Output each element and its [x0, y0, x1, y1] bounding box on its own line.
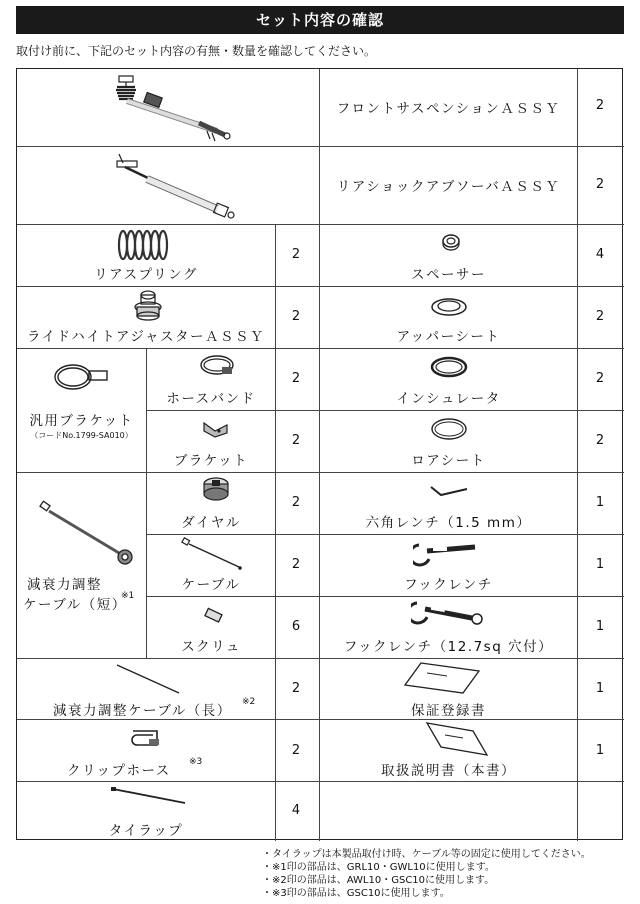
clip-hose-note-mark: ※3 [189, 757, 203, 767]
cable-group-label-line2: ケーブル（短） [23, 597, 127, 613]
manual-label: 取扱説明書（本書） [381, 763, 516, 779]
hook-wrench-with-hole-qty: 1 [595, 619, 605, 634]
hex-wrench-icon [427, 483, 471, 503]
hook-wrench-with-hole-label: フックレンチ（12.7sq 穴付） [343, 639, 554, 655]
damping-cable-long-icon [113, 661, 183, 697]
upper-seat-icon [429, 295, 469, 319]
cable-group-label-line1: 減衰力調整 [27, 577, 102, 593]
insulator-qty: 2 [595, 371, 605, 386]
note-mark-1: ・※1印の部品は、GRL10・GWL10に使用します。 [262, 862, 495, 873]
hose-band-label: ホースバンド [166, 391, 256, 407]
ride-height-adjuster-qty: 2 [291, 309, 301, 324]
front-suspension-qty: 2 [595, 98, 605, 113]
note-mark-2: ・※2印の部品は、AWL10・GSC10に使用します。 [262, 875, 495, 886]
bracket-qty: 2 [291, 433, 301, 448]
row-divider [17, 224, 624, 225]
intro-text: 取付け前に、下記のセット内容の有無・数量を確認してください。 [16, 44, 377, 58]
rear-spring-qty: 2 [291, 247, 301, 262]
col-divider [577, 69, 578, 841]
row-divider [17, 286, 624, 287]
hook-wrench-icon [413, 537, 483, 567]
cable-label: ケーブル [181, 577, 241, 593]
row-divider [17, 472, 624, 473]
rear-spring-label: リアスプリング [94, 267, 198, 283]
tie-wrap-qty: 4 [291, 803, 301, 818]
cable-long-qty: 2 [291, 681, 301, 696]
row-divider [146, 596, 624, 597]
warranty-label: 保証登録書 [411, 703, 486, 719]
note-mark-3: ・※3印の部品は、GSC10に使用します。 [262, 888, 450, 899]
spacer-icon [441, 233, 461, 251]
warranty-qty: 1 [595, 681, 605, 696]
hose-band-qty: 2 [291, 371, 301, 386]
ride-height-adjuster-icon [133, 289, 163, 323]
hook-wrench-with-hole-icon [411, 597, 485, 631]
manual-qty: 1 [595, 743, 605, 758]
hose-band-bracket-icon [51, 359, 111, 393]
contents-table [16, 68, 623, 840]
lower-seat-label: ロアシート [411, 453, 486, 469]
dial-qty: 2 [291, 495, 301, 510]
clip-hose-icon [129, 727, 163, 749]
row-divider [17, 348, 624, 349]
screw-label: スクリュ [181, 639, 241, 655]
rear-absorber-qty: 2 [595, 177, 605, 192]
warranty-card-icon [403, 661, 483, 695]
ride-height-adjuster-label: ライドハイトアジャスターＡＳＳＹ [26, 329, 266, 345]
clip-hose-label: クリップホース [67, 763, 171, 779]
spacer-label: スペーサー [411, 267, 486, 283]
upper-seat-qty: 2 [595, 309, 605, 324]
upper-seat-label: アッパーシート [396, 329, 501, 345]
damping-cable-short-icon [37, 499, 137, 569]
cable-long-label: 減衰力調整ケーブル（長） [53, 703, 232, 719]
cable-long-note-mark: ※2 [242, 697, 256, 707]
hook-wrench-label: フックレンチ [404, 577, 493, 593]
bracket-group-label: 汎用ブラケット [29, 413, 134, 429]
tie-wrap-label: タイラップ [108, 823, 184, 839]
front-suspension-label: フロントサスペンションＡＳＳＹ [336, 101, 561, 117]
dial-icon [199, 475, 233, 505]
cable-icon [181, 537, 245, 573]
rear-absorber-label: リアショックアブソーバＡＳＳＹ [336, 179, 561, 195]
lower-seat-icon [429, 416, 469, 442]
rear-absorber-icon [107, 151, 237, 221]
insulator-icon [429, 355, 469, 379]
page-title: セット内容の確認 [16, 6, 624, 34]
bracket-group-code: （コードNo.1799-SA010） [30, 431, 133, 440]
bracket-label: ブラケット [173, 453, 249, 469]
row-divider [17, 781, 624, 782]
hose-band-icon [197, 353, 237, 377]
hex-wrench-label: 六角レンチ（1.5 mm） [365, 515, 532, 531]
instruction-manual-icon [415, 721, 491, 757]
hook-wrench-qty: 1 [595, 557, 605, 572]
row-divider [17, 146, 624, 147]
clip-hose-qty: 2 [291, 743, 301, 758]
dial-label: ダイヤル [181, 515, 241, 531]
lower-seat-qty: 2 [595, 433, 605, 448]
cable-group-note-mark: ※1 [121, 591, 135, 601]
tie-wrap-icon [109, 785, 189, 807]
hex-wrench-qty: 1 [595, 495, 605, 510]
front-suspension-icon [107, 73, 237, 143]
row-divider [146, 410, 624, 411]
insulator-label: インシュレータ [396, 391, 501, 407]
bracket-icon [201, 419, 231, 439]
row-divider [17, 719, 624, 720]
note-tie-wrap: ・タイラップは本製品取付け時、ケーブル等の固定に使用してください。 [262, 849, 591, 860]
row-divider [146, 534, 624, 535]
screw-icon [203, 607, 225, 623]
spring-icon [117, 228, 173, 262]
row-divider [17, 658, 624, 659]
spacer-qty: 4 [595, 247, 605, 262]
cable-qty: 2 [291, 557, 301, 572]
screw-qty: 6 [291, 619, 301, 634]
